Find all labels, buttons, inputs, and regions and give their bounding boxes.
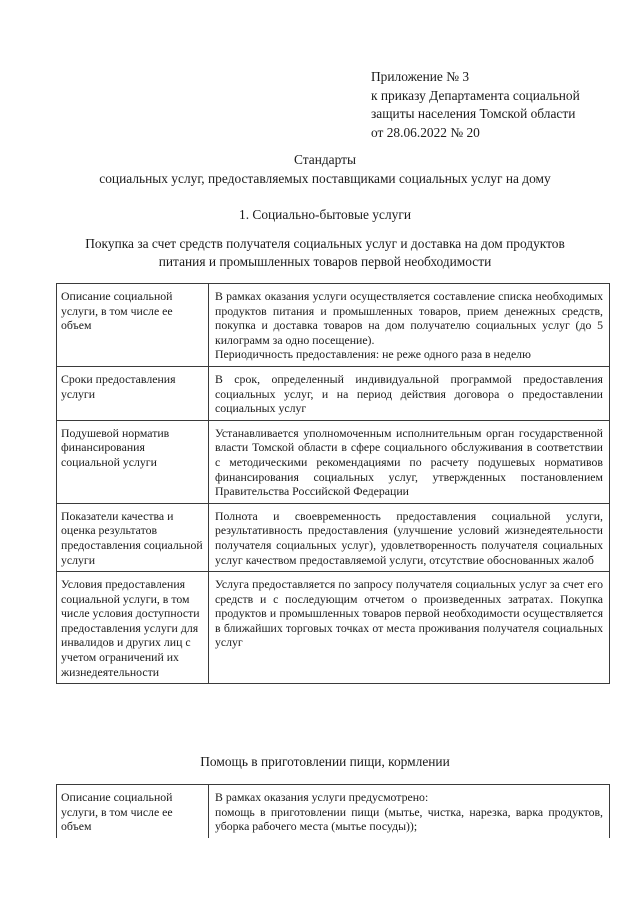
appendix-line-3: защиты населения Томской области (371, 106, 576, 121)
appendix-line-1: Приложение № 3 (371, 69, 470, 84)
row-label: Сроки предоставления услуги (57, 366, 209, 420)
row-value (209, 366, 610, 420)
row-paragraph: Полнота и своевременность предоставления социальной услуги, результативность предоставления (улучшение условий жизнедеятельности получателя социальных услуг), удовлетворенность получателя социальных услуг качеством предоставляемой услуги, отсутствие обоснованных жалоб (215, 508, 603, 567)
row-paragraph: В срок, определенный индивидуальной программой предоставления социальных услуг, и на период действия договора о предоставлении социальных услуг (215, 371, 603, 416)
row-value (209, 503, 610, 571)
row-paragraph: В рамках оказания услуги предусмотрено: (215, 790, 429, 804)
service-standard-table-2 (56, 784, 610, 838)
row-label: Описание социальной услуги, в том числе ее объем (57, 284, 209, 367)
row-paragraph: помощь в приготовлении пищи (мытье, чистка, нарезка, варка продуктов, уборка рабочего места (мытье посуды)); (215, 804, 603, 834)
row-paragraph: Периодичность предоставления: не реже одного раза в неделю (215, 347, 531, 362)
table-row (57, 284, 610, 367)
row-value (209, 572, 610, 684)
appendix-line-2: к приказу Департамента социальной (371, 87, 580, 103)
document-title: Стандарты (293, 152, 356, 167)
table-row (57, 572, 610, 684)
row-value (209, 284, 610, 367)
service-standard-table (56, 283, 610, 684)
table-row (57, 366, 610, 420)
row-label: Описание социальной услуги, в том числе ее объем (57, 785, 209, 838)
row-paragraph: В рамках оказания услуги осуществляется составление списка необходимых продуктов питания и промышленных товаров, прием денежных средств, покупка и доставка товаров на дом получателю социальных услуг (до 5 килограмм за одно посещение). (215, 289, 603, 347)
service-heading-2: Помощь в приготовлении пищи, кормлении (200, 754, 450, 769)
table-row (57, 420, 610, 503)
appendix-line-4: от 28.06.2022 № 20 (371, 124, 480, 140)
service-heading-line-1: Покупка за счет средств получателя социальных услуг и доставка на дом продуктов (85, 236, 565, 251)
row-value (209, 420, 610, 503)
appendix-block (371, 68, 633, 142)
table-row (57, 785, 610, 838)
service-heading-line-2: питания и промышленных товаров первой необходимости (158, 254, 492, 269)
table-row (57, 503, 610, 571)
row-paragraph: Устанавливается уполномоченным исполнительным орган государственной власти Томской области в сфере социального обслуживания в соответствии с методическими рекомендациями по расчету подушевых нормативов финансирования социальных услуг, утвержденных постановлением Правительства Российской Федерации (215, 425, 603, 499)
row-paragraph: Услуга предоставляется по запросу получателя социальных услуг за счет его средств и с последующим отчетом о произведенных затратах. Покупка продуктов и промышленных товаров первой необходимости осуществляется в ближайших торговых точках от места проживания получателя социальных услуг (215, 577, 603, 650)
row-label: Подушевой норматив финансирования социальной услуги (57, 420, 209, 503)
document-subtitle: социальных услуг, предоставляемых поставщиками социальных услуг на дому (99, 171, 551, 186)
row-label: Показатели качества и оценка результатов предоставления социальной услуги (57, 503, 209, 571)
row-value (209, 785, 610, 838)
row-label: Условия предоставления социальной услуги, в том числе условия доступности предоставления услуги для инвалидов и других лиц с учетом ограничений их жизнедеятельности (57, 572, 209, 684)
section-heading: 1. Социально-бытовые услуги (239, 207, 411, 222)
